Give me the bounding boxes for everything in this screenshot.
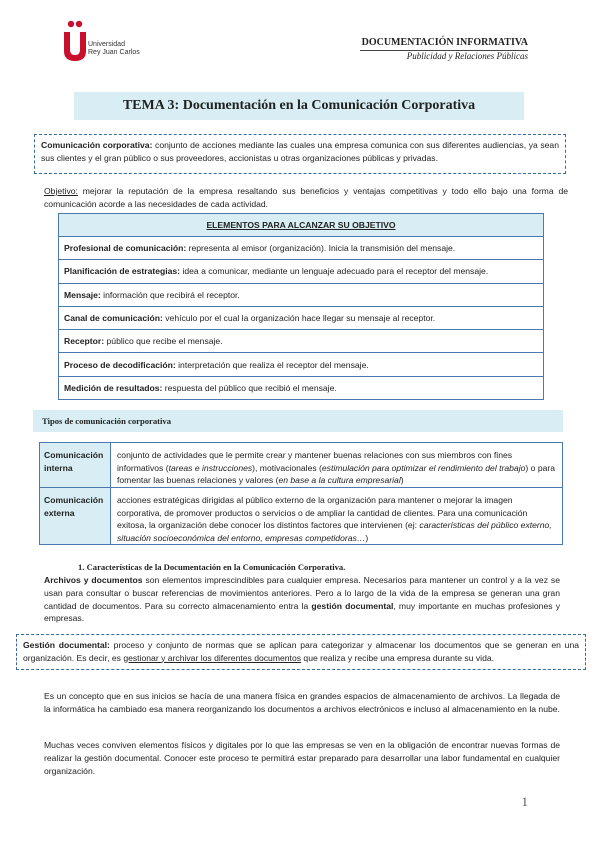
gestion-definition-box: Gestión documental: proceso y conjunto de normas que se aplican para categorizar y almacenar los documentos que se generan en una organización. Es decir, es gestionar y archivar los diferentes documentos que realiza y recibe una empresa durante su vida. bbox=[16, 634, 586, 670]
table-row: Mensaje: información que recibirá el receptor. bbox=[59, 284, 543, 307]
elements-table-header: ELEMENTOS PARA ALCANZAR SU OBJETIVO bbox=[59, 214, 543, 237]
communication-types-table bbox=[39, 442, 563, 545]
row-label-external: Comunicación externa bbox=[40, 488, 111, 544]
definition-text: conjunto de acciones mediante las cuales una empresa comunica con sus diferentes audiencias, ya sean sus clientes y el gran público o sus proveedores, accionistas u otras organizaciones públicas y privadas. bbox=[41, 140, 559, 163]
document-header-title: DOCUMENTACIÓN INFORMATIVA bbox=[361, 37, 528, 48]
row-text-external: acciones estratégicas dirigidas al público externo de la organización para mantener o mejorar la imagen corporativa, de promover productos o servicios o de ampliar la cantidad de clientes. Para una comunicación exitosa, la organización debe conocer los distintos factores que intervienen (ej: características del público externo, situación socioeconómica del entorno, empresas competidoras…) bbox=[117, 495, 552, 543]
definition-term: Comunicación corporativa: bbox=[41, 140, 153, 150]
section-bar-tipos: Tipos de comunicación corporativa bbox=[33, 410, 563, 432]
table-row bbox=[40, 488, 562, 544]
table-row bbox=[40, 443, 562, 488]
document-header-subtitle: Publicidad y Relaciones Públicas bbox=[406, 51, 528, 61]
gestion-term: Gestión documental: bbox=[23, 640, 110, 650]
section-heading: 1. Características de la Documentación en la Comunicación Corporativa. bbox=[78, 562, 346, 572]
paragraph: Es un concepto que en sus inicios se hacía de una manera física en grandes espacios de almacenamiento de archivos. La llegada de la informática ha cambiado esa manera reorganizando los documentos a archivos electrónicos e incluso al almacenamiento en la nube. bbox=[44, 691, 560, 714]
table-row: Planificación de estrategias: idea a comunicar, mediante un lenguaje adecuado para el receptor del mensaje. bbox=[59, 260, 543, 283]
row-label-internal: Comunicación interna bbox=[40, 443, 111, 487]
paragraph: Muchas veces conviven elementos físicos y digitales por lo que las empresas se ven en la obligación de encontrar nuevas formas de realizar la gestión documental. Conocer este proceso te permitirá estar preparado para desarrollar una labor fundamental en cualquier organización. bbox=[44, 740, 560, 776]
table-row: Proceso de decodificación: interpretación que realiza el receptor del mensaje. bbox=[59, 353, 543, 376]
section-body: Archivos y documentos son elementos imprescindibles para cualquier empresa. Necesarios para mantener un control y a la vez se usan para consultar o buscar referencias de movimientos anteriores. Pero a lo largo de la vida de la empresa se generan una gran cantidad de documentos. Para su correcto almacenamiento entra la gestión documental, muy importante en muchas profesiones y empresas. bbox=[44, 575, 561, 624]
objective-paragraph bbox=[44, 185, 568, 211]
row-text-internal: conjunto de actividades que le permite crear y mantener buenas relaciones con sus miembros con fines informativos (tareas e instrucciones), motivacionales (estimulación para optimizar el rendimiento del trabajo) o para fomentar las buenas relaciones y valores (en base a la cultura empresarial) bbox=[117, 450, 556, 485]
table-row: Receptor: público que recibe el mensaje. bbox=[59, 330, 543, 353]
table-row: Canal de comunicación: vehículo por el cual la organización hace llegar su mensaje al receptor. bbox=[59, 307, 543, 330]
page-number: 1 bbox=[521, 794, 528, 809]
logo-text: Universidad Rey Juan Carlos bbox=[88, 41, 140, 56]
table-row: Medición de resultados: respuesta del público que recibió el mensaje. bbox=[64, 382, 337, 393]
objective-text: mejorar la reputación de la empresa resaltando sus beneficios y ventajas competitivas y todo ello bajo una forma de comunicación acorde a las necesidades de cada actividad. bbox=[44, 186, 569, 209]
elements-table bbox=[58, 213, 544, 400]
definition-box bbox=[34, 134, 566, 174]
table-row: Profesional de comunicación: representa al emisor (organización). Inicia la transmisión del mensaje. bbox=[59, 237, 543, 260]
objective-label: Objetivo: bbox=[44, 186, 78, 196]
topic-title-banner: TEMA 3: Documentación en la Comunicación Corporativa bbox=[74, 92, 524, 120]
